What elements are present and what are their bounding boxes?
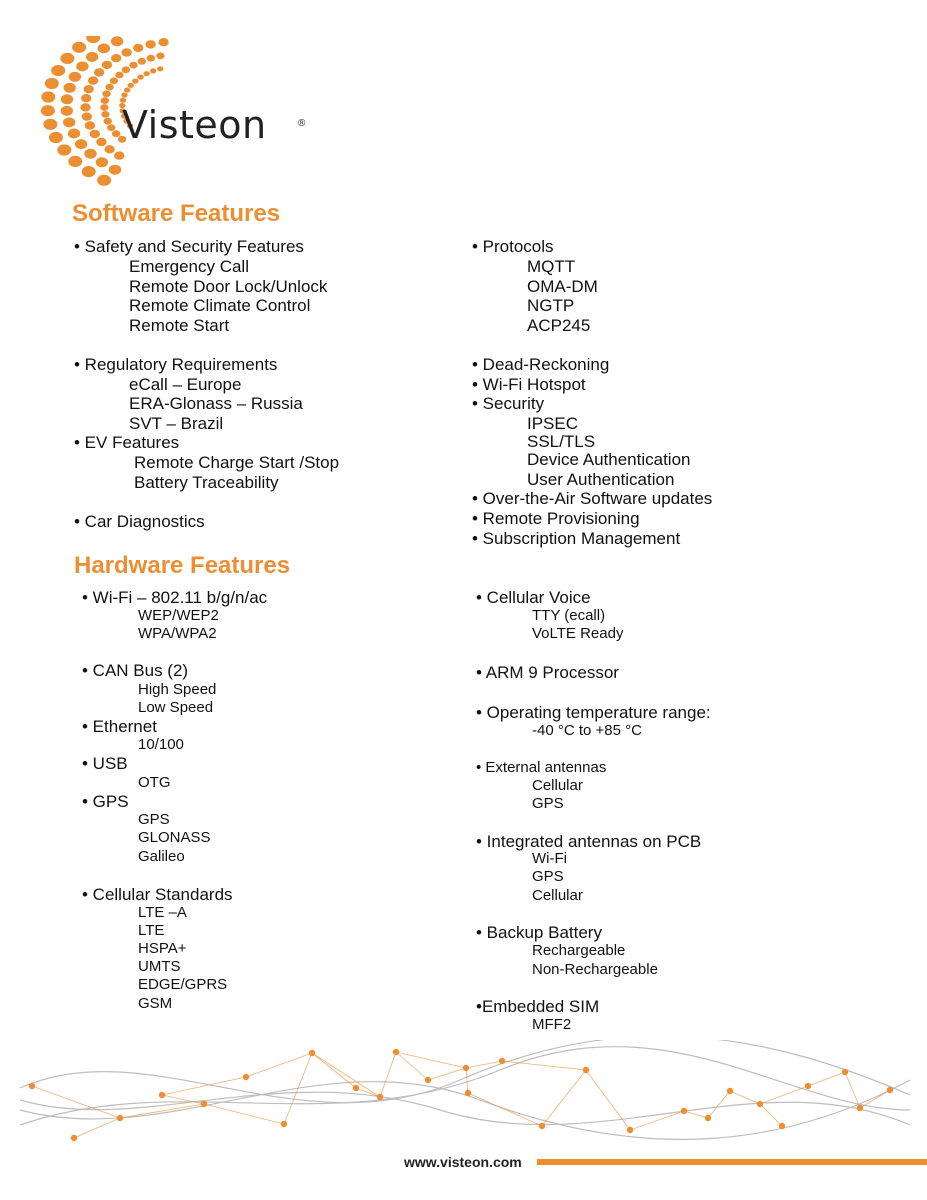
list-item: • Car Diagnostics [74,512,205,531]
list-item: TTY (ecall) [532,607,606,624]
list-item: • Security [472,394,545,413]
wave-link [630,1111,684,1130]
logo-dot [75,139,87,149]
wave-link [808,1072,845,1086]
list-item: Low Speed [138,699,214,716]
logo-dot [90,130,100,138]
list-item: LTE –A [138,904,187,921]
list-item: MFF2 [532,1016,572,1033]
logo-dot [104,118,112,125]
wave-node [627,1127,633,1133]
wave-link [760,1086,808,1104]
list-item: • Remote Provisioning [472,509,640,528]
wave-link [312,1053,380,1097]
logo-dot [147,55,155,62]
list-item: ACP245 [527,316,591,335]
wave-link [502,1061,586,1070]
list-item: Remote Charge Start /Stop [134,453,340,472]
wave-link [396,1052,466,1068]
wave-node [465,1090,471,1096]
wave-node [887,1087,893,1093]
logo-dot [111,54,121,62]
list-item: Galileo [138,848,185,865]
logo-dot [82,166,96,177]
list-item: SVT – Brazil [129,414,224,433]
logo-dot [128,83,134,88]
wave-link [312,1053,356,1088]
wave-node [681,1108,687,1114]
list-item: • Backup Battery [476,923,602,942]
list-item: Remote Door Lock/Unlock [129,277,328,296]
wave-node [705,1115,711,1121]
list-item: LTE [138,922,165,939]
logo-dot [101,97,109,104]
list-item: • Subscription Management [472,529,681,548]
logo-dot [72,42,86,53]
wave-link [542,1070,586,1126]
list-item: MQTT [527,257,576,276]
list-item: GSM [138,995,173,1012]
list-item: WPA/WPA2 [138,625,217,642]
logo-dot [109,165,121,175]
logo-dot [137,75,143,80]
wave-link [284,1053,312,1124]
wave-link [466,1068,468,1093]
list-item: OMA-DM [527,277,598,296]
logo-dot [157,66,163,71]
logo-dot [115,72,123,79]
logo-dot [101,111,109,118]
wave-link [860,1090,890,1108]
list-item: Emergency Call [129,257,249,276]
logo-dot [156,53,164,60]
wave-node [539,1123,545,1129]
list-item: eCall – Europe [129,375,242,394]
list-item: • Protocols [472,237,554,256]
list-item: GPS [532,868,564,885]
wave-node [393,1049,399,1055]
list-item: • EV Features [74,433,180,452]
logo-dot [69,72,81,82]
wave-node [117,1115,123,1121]
wave-link [708,1091,730,1118]
logo-dot [94,68,104,76]
list-item: •Embedded SIM [476,997,600,1016]
wave-node [159,1092,165,1098]
wave-node [842,1069,848,1075]
list-item: • CAN Bus (2) [82,661,189,680]
wave-node [857,1105,863,1111]
list-item: • Over-the-Air Software updates [472,489,713,508]
list-item: • ARM 9 Processor [476,663,619,682]
logo-dot [102,90,110,97]
logo-dot [145,40,155,48]
logo-dot [132,78,138,83]
list-item: • GPS [82,792,129,811]
list-item: OTG [138,774,171,791]
logo-dot [124,87,130,92]
wave-node [201,1101,207,1107]
list-item: High Speed [138,681,217,698]
wave-link [730,1091,760,1104]
logo-dot [41,105,55,116]
list-item: • Wi-Fi Hotspot [472,375,586,394]
wave-node [805,1083,811,1089]
list-item: • Cellular Voice [476,588,591,607]
wave-node [353,1085,359,1091]
list-item: 10/100 [138,736,184,753]
logo-dot [84,85,94,93]
wave-link [396,1052,428,1080]
wave-link [684,1111,708,1118]
list-item: Remote Climate Control [129,296,311,315]
list-item: -40 °C to +85 °C [532,722,642,739]
wave-node [779,1123,785,1129]
logo-dot [143,71,149,76]
wave-link [120,1104,204,1118]
logo-dot [45,78,59,89]
logo-dot [112,130,120,137]
footer-accent-bar [537,1159,927,1165]
wave-link [760,1104,782,1126]
wave-link [466,1061,502,1068]
logo-dot [150,68,156,73]
list-item: UMTS [138,958,181,975]
list-item: • Wi-Fi – 802.11 b/g/n/ac [82,588,268,607]
list-item: • Regulatory Requirements [74,355,278,374]
list-item: HSPA+ [138,940,187,957]
logo-dot [61,94,73,104]
list-item: Non-Rechargeable [532,961,658,978]
list-item: • Dead-Reckoning [472,355,610,374]
wave-link [204,1104,284,1124]
logo-dot [85,121,95,129]
wave-node [425,1077,431,1083]
list-item: WEP/WEP2 [138,607,219,624]
logo-dot [107,124,115,131]
list-item: Battery Traceability [134,473,279,492]
logo-dot [57,144,71,155]
wave-node [727,1088,733,1094]
logo-dot [68,129,80,139]
wave-node [583,1067,589,1073]
logo-dot [102,61,112,69]
logo-dot [80,103,90,111]
hardware-features-title: Hardware Features [74,552,291,579]
logo-dot [88,76,98,84]
logo-dot [49,132,63,143]
list-item: Wi-Fi [532,850,567,867]
logo-dot [41,91,55,102]
wave-node [71,1135,77,1141]
wave-node [463,1065,469,1071]
logo-dot [133,44,143,52]
list-item: Remote Start [129,316,230,335]
logo-dot [100,104,108,111]
list-item: Device Authentication [527,450,691,469]
wave-node [29,1083,35,1089]
logo-dot [86,52,98,62]
logo-dot [111,36,123,46]
logo-dot [51,65,65,76]
logo-dot [104,145,114,153]
logo-dot [82,112,92,120]
logo-dot [84,149,96,159]
list-item: • Cellular Standards [82,885,233,904]
wave-link [380,1052,396,1097]
list-item: VoLTE Ready [532,625,624,642]
wave-link [162,1077,246,1095]
logo-dot [76,61,88,71]
wave-curve [20,1047,910,1125]
wave-link [428,1068,466,1080]
list-item: IPSEC [527,414,579,433]
wave-link [468,1093,542,1126]
list-item: GPS [532,795,564,812]
list-item: EDGE/GPRS [138,976,228,993]
logo-dot [97,175,111,186]
logo-dot [63,117,75,127]
logo-dot [61,106,73,116]
logo-dot [43,119,57,130]
visteon-logo [30,36,306,186]
software-features-title: Software Features [72,200,281,227]
list-item: • Safety and Security Features [74,237,304,256]
wave-curve [20,1080,910,1139]
logo-dot [121,92,127,97]
logo-dot [96,138,106,146]
list-item: ERA-Glonass – Russia [129,394,303,413]
network-wave-decoration [0,1040,927,1150]
logo-dot [129,62,137,69]
registered-mark: ® [298,118,306,129]
logo-dot [110,78,118,85]
logo-dot [121,48,131,56]
wave-node [281,1121,287,1127]
logo-dot [64,83,76,93]
logo-dot [81,94,91,102]
list-item: • Ethernet [82,717,157,736]
wave-node [757,1101,763,1107]
wave-node [309,1050,315,1056]
logo-dot [98,43,110,53]
logo-dot [96,157,108,167]
wave-link [32,1086,120,1118]
logo-dot [138,58,146,65]
brand-name: Visteon [122,103,267,147]
list-item: • Integrated antennas on PCB [476,832,702,851]
list-item: Cellular [532,887,583,904]
list-item: User Authentication [527,470,675,489]
footer-url[interactable]: www.visteon.com [404,1154,522,1170]
list-item: SSL/TLS [527,432,596,451]
wave-node [243,1074,249,1080]
logo-dot [86,36,100,43]
list-item: • External antennas [476,759,607,776]
list-item: GLONASS [138,829,211,846]
list-item: Rechargeable [532,942,626,959]
wave-node [377,1094,383,1100]
list-item: GPS [138,811,170,828]
list-item: NGTP [527,296,575,315]
wave-link [246,1053,312,1077]
logo-dot [105,84,113,91]
list-item: • Operating temperature range: [476,703,711,722]
wave-link [74,1118,120,1138]
logo-dot [122,66,130,73]
list-item: Cellular [532,777,583,794]
wave-node [499,1058,505,1064]
logo-dot [60,53,74,64]
logo-dot [158,38,168,46]
logo-dot [114,151,124,159]
logo-dot [68,156,82,167]
list-item: • USB [82,754,128,773]
